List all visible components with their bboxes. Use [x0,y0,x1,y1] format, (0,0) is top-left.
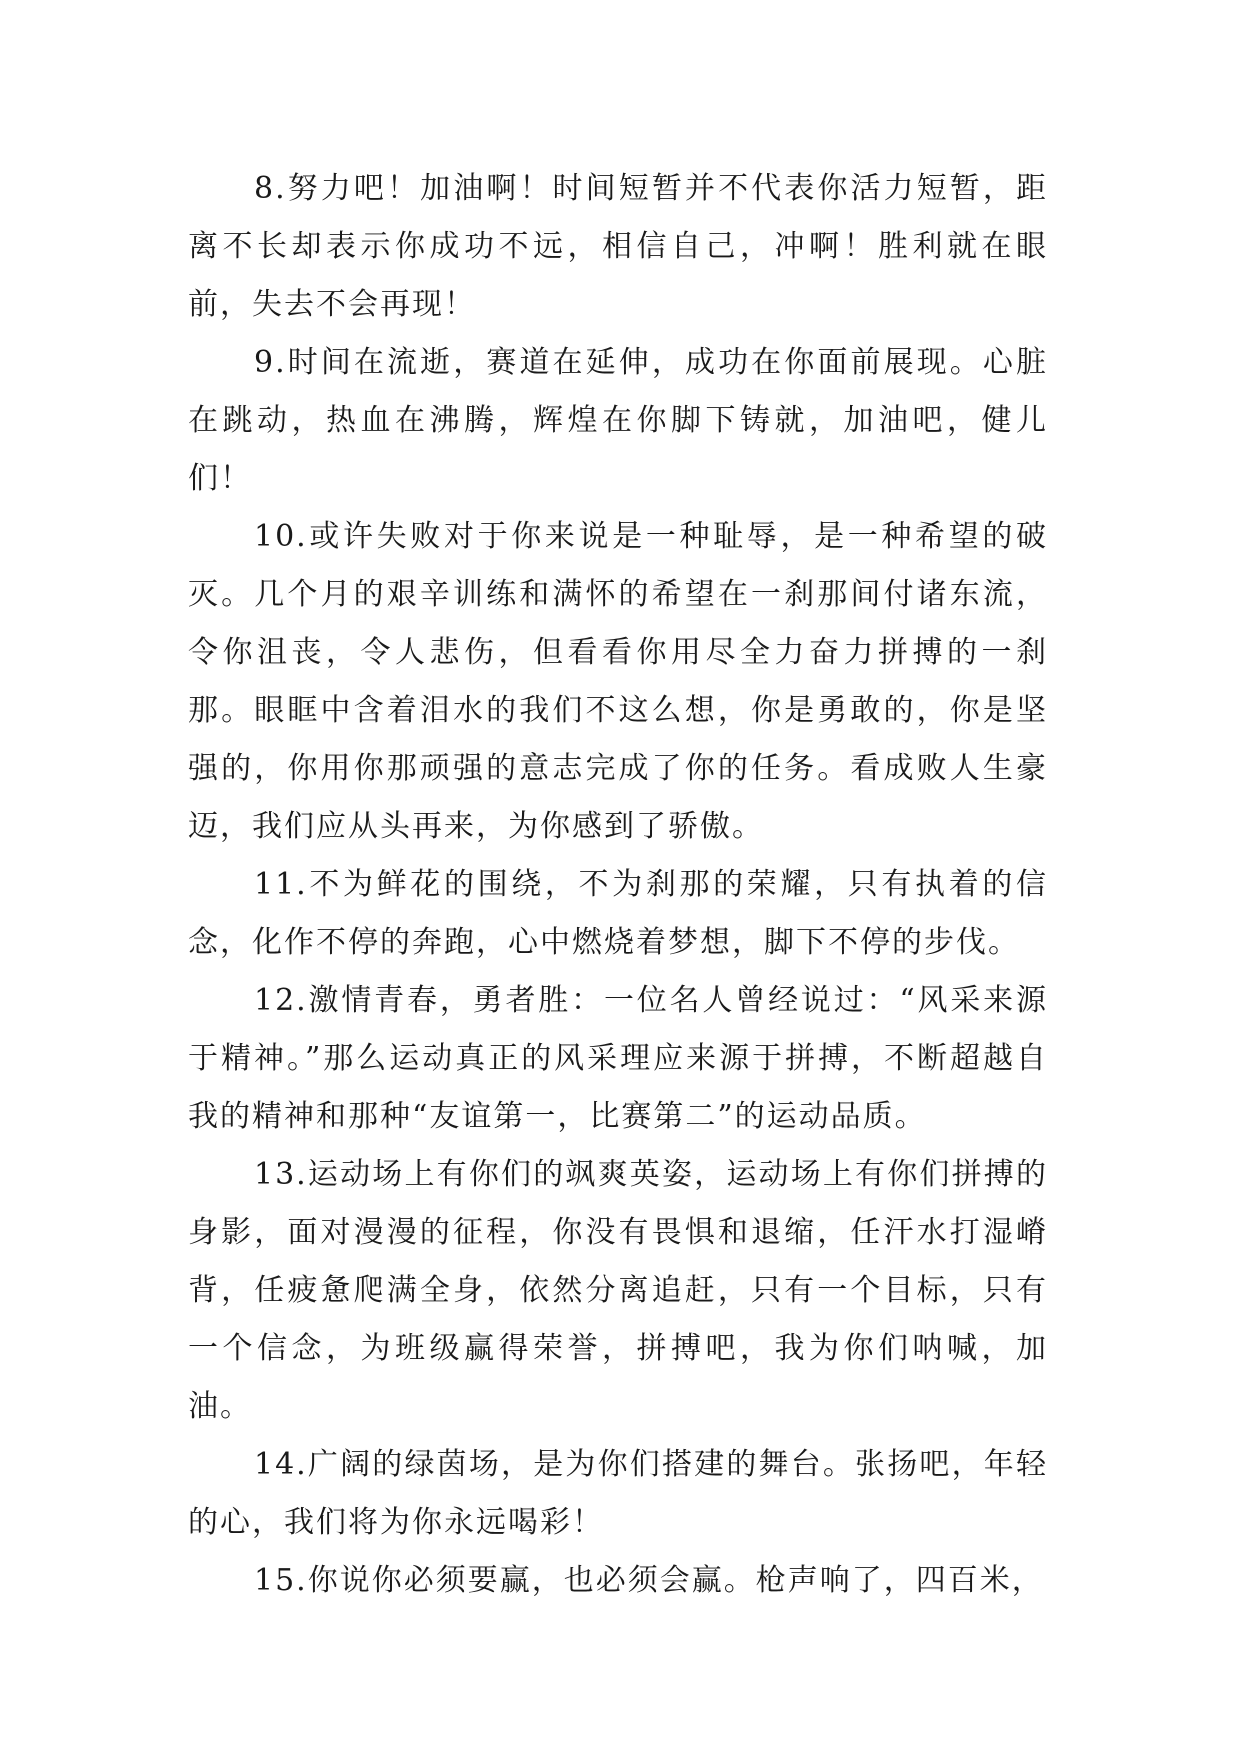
paragraph-9: 9.时间在流逝，赛道在延伸，成功在你面前展现。心脏在跳动，热血在沸腾，辉煌在你脚下铸就，加油吧，健儿们！ [188,345,1048,496]
paragraph-14: 14.广阔的绿茵场，是为你们搭建的舞台。张扬吧，年轻的心，我们将为你永远喝彩！ [188,1447,1048,1540]
paragraph-15: 15.你说你必须要赢，也必须会赢。枪声响了，四百米， [254,1563,1044,1598]
paragraph-8: 8.努力吧！加油啊！时间短暂并不代表你活力短暂，距离不长却表示你成功不远，相信自己，冲啊！胜利就在眼前，失去不会再现！ [188,171,1048,322]
paragraph-10: 10.或许失败对于你来说是一种耻辱，是一种希望的破灭。几个月的艰辛训练和满怀的希望在一刹那间付诸东流，令你沮丧，令人悲伤，但看看你用尽全力奋力拼搏的一刹那。眼眶中含着泪水的我们不这么想，你是勇敢的，你是坚强的，你用你那顽强的意志完成了你的任务。看成败人生豪迈，我们应从头再来，为你感到了骄傲。 [188,519,1048,844]
paragraph-12: 12.激情青春，勇者胜：一位名人曾经说过：“风采来源于精神。”那么运动真正的风采理应来源于拼搏，不断超越自我的精神和那种“友谊第一，比赛第二”的运动品质。 [188,983,1048,1134]
paragraph-13: 13.运动场上有你们的飒爽英姿，运动场上有你们拼搏的身影，面对漫漫的征程，你没有畏惧和退缩，任汗水打湿嵴背，任疲惫爬满全身，依然分离追赶，只有一个目标，只有一个信念，为班级赢得荣誉，拼搏吧，我为你们呐喊，加油。 [188,1157,1048,1424]
paragraph-11: 11.不为鲜花的围绕，不为刹那的荣耀，只有执着的信念，化作不停的奔跑，心中燃烧着梦想，脚下不停的步伐。 [188,867,1048,960]
document-body [188,160,1048,1610]
